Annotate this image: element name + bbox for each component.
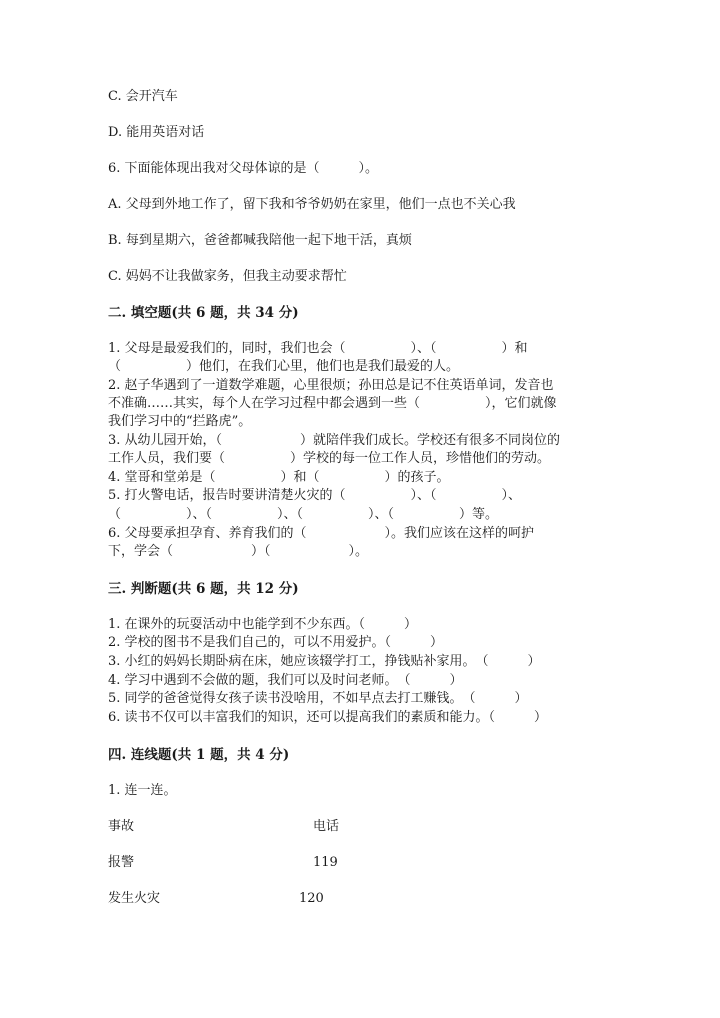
fill-line-12: 下，学会（ ）（ ）。: [108, 544, 369, 559]
matching-right-item: 120: [299, 891, 324, 906]
fill-line-11: 6. 父母要承担孕育、养育我们的（ ）。我们应该在这样的呵护: [108, 526, 535, 541]
judge-line-1: 1. 在课外的玩耍活动中也能学到不少东西。（ ）: [108, 617, 418, 632]
matching-question: 1. 连一连。: [108, 783, 177, 798]
fill-line-8: 4. 堂哥和堂弟是（ ）和（ ）的孩子。: [108, 470, 450, 485]
matching-right-header: 电话: [313, 819, 340, 834]
matching-left-header: 事故: [108, 819, 135, 834]
fill-line-1: 1. 父母是最爱我们的，同时，我们也会（ ）、（ ）和: [108, 341, 528, 356]
choice-option-c: C. 会开汽车: [108, 89, 178, 104]
matching-left-item: 发生火灾: [108, 891, 161, 906]
fill-line-10: （ ）、（ ）、（ ）、（ ）等。: [108, 507, 499, 522]
question-6-option-a: A. 父母到外地工作了，留下我和爷爷奶奶在家里，他们一点也不关心我: [108, 197, 516, 212]
judge-line-4: 4. 学习中遇到不会做的题，我们可以及时问老师。 （ ）: [108, 673, 463, 688]
fill-line-7: 工作人员，我们要（ ）学校的每一位工作人员，珍惜他们的劳动。: [108, 451, 551, 466]
judge-line-2: 2. 学校的图书不是我们自己的，可以不用爱护。（ ）: [108, 635, 444, 650]
question-6-option-c: C. 妈妈不让我做家务，但我主动要求帮忙: [108, 269, 347, 284]
judge-line-3: 3. 小红的妈妈长期卧病在床，她应该辍学打工，挣钱贴补家用。 （ ）: [108, 654, 541, 669]
section-3-heading: 三. 判断题(共 6 题，共 12 分): [108, 581, 299, 597]
fill-line-9: 5. 打火警电话，报告时要讲清楚火灾的（ ）、（ ）、: [108, 488, 522, 503]
matching-right-item: 119: [313, 855, 338, 870]
section-4-heading: 四. 连线题(共 1 题，共 4 分): [108, 747, 290, 763]
fill-line-2: （ ）他们，在我们心里，他们也是我们最爱的人。: [108, 359, 460, 374]
matching-left-item: 报警: [108, 855, 135, 870]
judge-line-6: 6. 读书不仅可以丰富我们的知识，还可以提高我们的素质和能力。（ ）: [108, 710, 548, 725]
fill-line-6: 3. 从幼儿园开始，（ ）就陪伴我们成长。学校还有很多不同岗位的: [108, 433, 561, 448]
judge-line-5: 5. 同学的爸爸觉得女孩子读书没啥用，不如早点去打工赚钱。 （ ）: [108, 691, 528, 706]
fill-line-5: 我们学习中的“拦路虎”。: [108, 414, 252, 429]
question-6-stem: 6. 下面能体现出我对父母体谅的是（ ）。: [108, 161, 379, 176]
choice-option-d: D. 能用英语对话: [108, 125, 205, 140]
fill-line-3: 2. 赵子华遇到了一道数学难题，心里很烦；孙田总是记不住英语单词，发音也: [108, 378, 554, 393]
fill-line-4: 不准确……其实，每个人在学习过程中都会遇到一些（ ），它们就像: [108, 396, 557, 411]
question-6-option-b: B. 每到星期六，爸爸都喊我陪他一起下地干活，真烦: [108, 233, 412, 248]
section-2-heading: 二. 填空题(共 6 题，共 34 分): [108, 305, 299, 321]
